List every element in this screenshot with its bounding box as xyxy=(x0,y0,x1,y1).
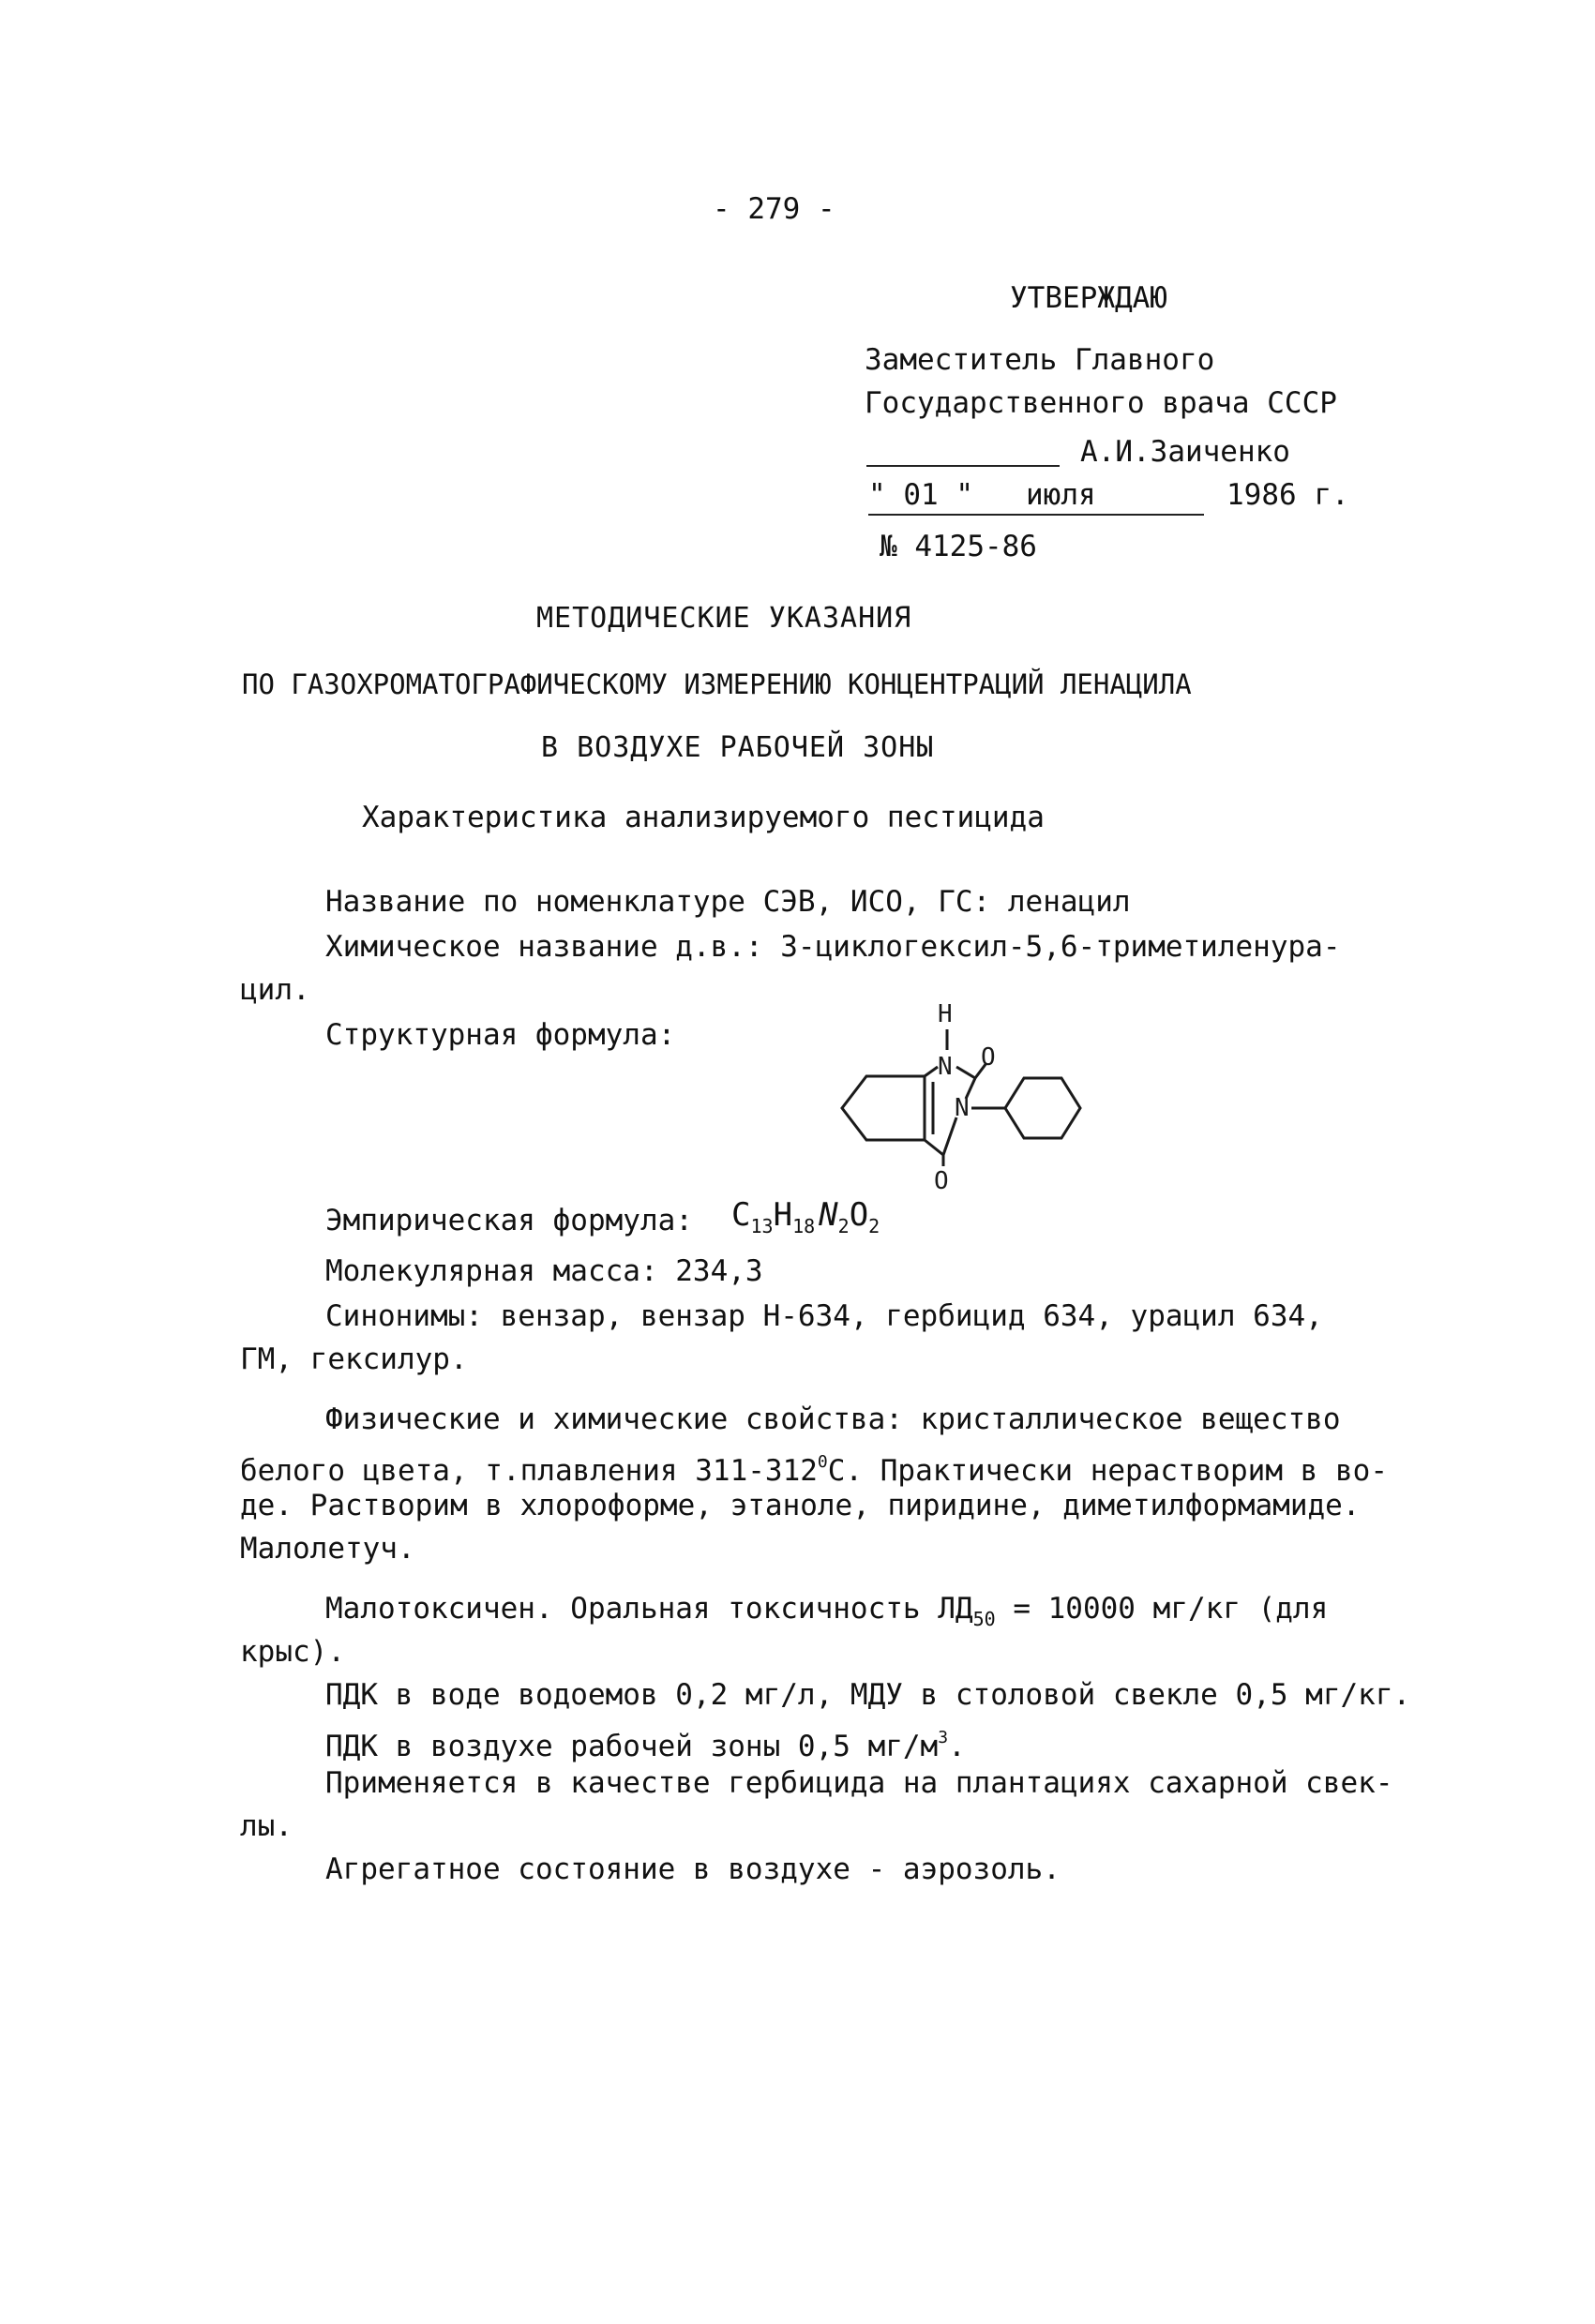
physchem-line2-text-a: белого цвета, т.плавления 311-312 xyxy=(240,1454,818,1488)
approval-date xyxy=(868,476,1349,516)
bond-n3-c4 xyxy=(943,1117,956,1155)
title-line3: В ВОЗДУХЕ РАБОЧЕЙ ЗОНЫ xyxy=(541,731,935,764)
atom-o-bottom: O xyxy=(934,1167,949,1195)
chemical-name-line2: цил. xyxy=(240,973,310,1007)
formula-h: H xyxy=(773,1196,793,1234)
bond-c-n1 xyxy=(925,1067,938,1076)
degree-mark: 0 xyxy=(817,1452,828,1472)
nomenclature-name: Название по номенклатуре СЭВ, ИСО, ГС: ленацил xyxy=(325,885,1131,919)
page-number: - 279 - xyxy=(713,192,835,226)
aggregate-state: Агрегатное состояние в воздухе - аэрозоль. xyxy=(325,1852,1061,1886)
atom-n1: N xyxy=(938,1053,953,1081)
limits-text-a: ПДК в воздухе рабочей зоны 0,5 мг/м xyxy=(325,1730,939,1763)
atom-h: H xyxy=(938,1000,953,1028)
date-day: " 01 " xyxy=(868,476,960,516)
formula-o-count: 2 xyxy=(868,1215,880,1237)
physchem-line3: де. Растворим в хлороформе, этаноле, пиридине, диметилформамиде. xyxy=(240,1489,1361,1522)
approval-stamp: УТВЕРЖДАЮ xyxy=(1010,281,1167,315)
toxicity-line2: крыс). xyxy=(240,1635,345,1669)
usage-line1: Применяется в качестве гербицида на плантациях сахарной свек- xyxy=(325,1766,1393,1800)
ld-subscript: 50 xyxy=(972,1608,996,1630)
usage-line2: лы. xyxy=(240,1809,293,1843)
document-number: № 4125-86 xyxy=(880,530,1037,563)
approver-name: А.И.Заиченко xyxy=(1080,435,1290,469)
bond-n1-c2 xyxy=(956,1067,975,1078)
formula-n: N xyxy=(819,1196,838,1234)
cyclohexane-ring xyxy=(1005,1078,1080,1138)
empirical-formula xyxy=(731,1196,880,1245)
date-month: июля xyxy=(960,476,1204,516)
atom-o-top: O xyxy=(981,1043,996,1072)
physchem-line1: Физические и химические свойства: кристаллическое вещество xyxy=(325,1402,1341,1436)
toxicity-line1 xyxy=(325,1590,1328,1638)
title-line1: МЕТОДИЧЕСКИЕ УКАЗАНИЯ xyxy=(536,602,912,635)
molecular-mass: Молекулярная масса: 234,3 xyxy=(325,1254,763,1288)
limits-text-b: . xyxy=(948,1730,966,1763)
approver-position-line1: Заместитель Главного xyxy=(865,343,1215,377)
formula-o: O xyxy=(849,1196,869,1234)
formula-h-count: 18 xyxy=(792,1215,816,1237)
cyclopentane-ring xyxy=(842,1076,925,1140)
physchem-line2 xyxy=(240,1444,1388,1490)
cubic-mark: 3 xyxy=(938,1728,949,1747)
structural-formula xyxy=(825,994,1088,1195)
title-line2: ПО ГАЗОХРОМАТОГРАФИЧЕСКОМУ ИЗМЕРЕНИЮ КОНЦЕНТРАЦИЙ ЛЕНАЦИЛА xyxy=(242,668,1192,700)
formula-c: C xyxy=(731,1196,751,1234)
limits-line2 xyxy=(325,1719,966,1765)
bond-c4-c-fused xyxy=(925,1140,943,1155)
toxicity-text-b: = 10000 мг/кг (для xyxy=(995,1592,1329,1626)
physchem-line2-text-b: С. Практически нерастворим в во- xyxy=(827,1454,1388,1488)
signature-line xyxy=(866,465,1060,467)
date-year: 1986 г. xyxy=(1226,478,1349,512)
formula-n-count: 2 xyxy=(837,1215,850,1237)
synonyms-line2: ГМ, гексилур. xyxy=(240,1342,468,1376)
section-heading: Характеристика анализируемого пестицида xyxy=(362,801,1045,834)
empirical-formula-label: Эмпирическая формула: xyxy=(325,1204,693,1237)
limits-line1: ПДК в воде водоемов 0,2 мг/л, МДУ в столовой свекле 0,5 мг/кг. xyxy=(325,1678,1411,1712)
synonyms-line1: Синонимы: вензар, вензар Н-634, гербицид 634, урацил 634, xyxy=(325,1299,1323,1333)
chemical-name-line1: Химическое название д.в.: 3-циклогексил-5,6-триметиленура- xyxy=(325,930,1341,964)
formula-c-count: 13 xyxy=(750,1215,774,1237)
structural-formula-label: Структурная формула: xyxy=(325,1018,676,1052)
atom-n3: N xyxy=(955,1094,970,1122)
physchem-line4: Малолетуч. xyxy=(240,1532,415,1566)
approver-position-line2: Государственного врача СССР xyxy=(865,386,1337,420)
toxicity-text-a: Малотоксичен. Оральная токсичность ЛД xyxy=(325,1592,973,1626)
